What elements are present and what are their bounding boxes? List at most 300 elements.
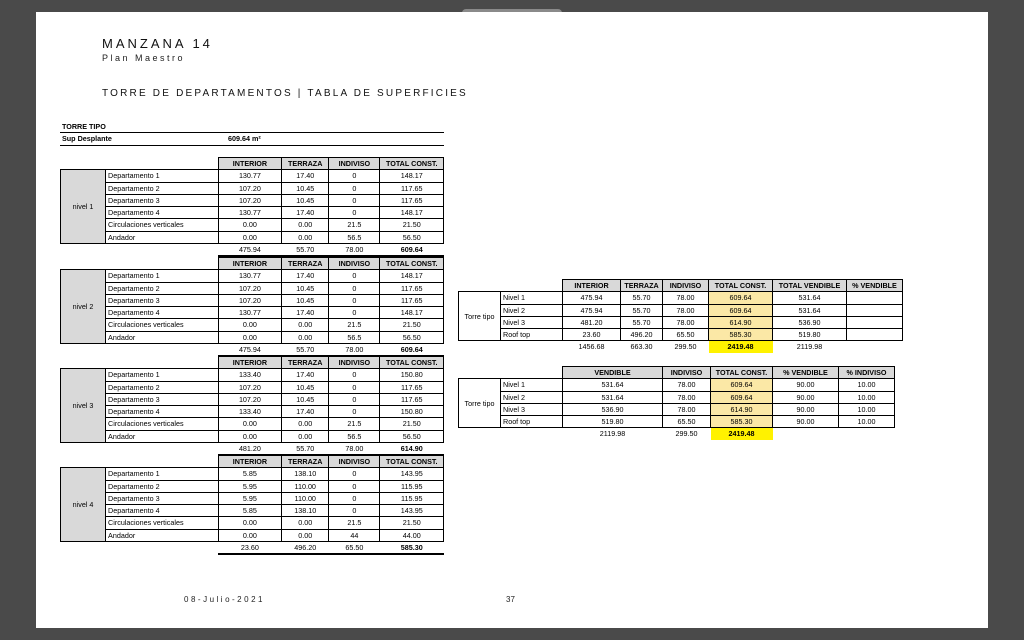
table-row <box>61 492 444 504</box>
column-header: TOTAL CONST. <box>380 357 444 369</box>
row-label: Departamento 4 <box>106 207 219 219</box>
table-cell: 531.64 <box>773 304 847 316</box>
table-row <box>459 379 895 391</box>
row-label: Andador <box>106 231 219 243</box>
spacer-cell <box>106 344 219 357</box>
document-title: MANZANA 14 <box>102 36 213 51</box>
table-cell: 17.40 <box>282 207 329 219</box>
table-row <box>459 416 895 428</box>
row-label: Departamento 3 <box>106 492 219 504</box>
row-label: Departamento 3 <box>106 194 219 206</box>
spacer-cell <box>106 443 219 456</box>
table-cell: 0.00 <box>282 319 329 331</box>
table-cell: 10.45 <box>282 393 329 405</box>
table-row <box>61 430 444 442</box>
summary2-table <box>458 366 895 440</box>
spacer-cell <box>106 158 219 170</box>
table-cell: 78.00 <box>663 304 709 316</box>
level-name: nivel 2 <box>61 270 106 344</box>
row-label: Andador <box>106 430 219 442</box>
spacer-cell <box>501 428 563 440</box>
level-table-1 <box>60 157 444 257</box>
table-cell: 0.00 <box>218 231 281 243</box>
row-label: Nivel 2 <box>501 391 563 403</box>
level-header-row <box>61 456 444 468</box>
spacer-cell <box>61 258 106 270</box>
row-label: Departamento 2 <box>106 282 219 294</box>
table-cell: 107.20 <box>218 182 281 194</box>
table-cell: 55.70 <box>621 292 663 304</box>
column-header: TOTAL VENDIBLE <box>773 280 847 292</box>
column-header: TOTAL CONST. <box>380 456 444 468</box>
table-cell: 148.17 <box>380 207 444 219</box>
table-cell: 90.00 <box>773 391 839 403</box>
table-cell: 0 <box>329 170 380 182</box>
table-cell: 56.50 <box>380 430 444 442</box>
summary-header-row <box>459 280 903 292</box>
level-header-row <box>61 357 444 369</box>
spacer-cell <box>501 341 563 353</box>
table-cell: 56.50 <box>380 231 444 243</box>
table-row <box>459 292 903 304</box>
column-header: TERRAZA <box>282 357 329 369</box>
table-cell: 10.45 <box>282 381 329 393</box>
column-header: INDIVISO <box>329 158 380 170</box>
footer-page-number: 37 <box>506 595 515 604</box>
summary1-table <box>458 279 903 353</box>
totals-row <box>61 443 444 456</box>
table-row <box>61 331 444 343</box>
summary-header-row <box>459 367 895 379</box>
spacer-cell <box>459 341 501 353</box>
spacer-cell <box>106 357 219 369</box>
table-cell: 21.50 <box>380 418 444 430</box>
table-cell: 130.77 <box>218 207 281 219</box>
table-cell: 150.80 <box>380 406 444 418</box>
table-cell <box>847 316 903 328</box>
table-cell: 110.00 <box>282 480 329 492</box>
footer-date: 08-Julio-2021 <box>184 595 265 604</box>
table-cell: 0 <box>329 207 380 219</box>
table-row <box>459 403 895 415</box>
column-header: % VENDIBLE <box>773 367 839 379</box>
row-label: Nivel 2 <box>501 304 563 316</box>
table-cell: 614.90 <box>711 403 773 415</box>
row-label: Departamento 4 <box>106 505 219 517</box>
table-cell: 5.85 <box>218 468 281 480</box>
table-cell: 133.40 <box>218 406 281 418</box>
totals-row <box>459 428 895 440</box>
level-name: nivel 3 <box>61 369 106 443</box>
spacer-cell <box>459 280 501 292</box>
total-cell: 2119.98 <box>796 342 823 352</box>
table-cell: 531.64 <box>563 391 663 403</box>
total-cell: 78.00 <box>329 344 380 357</box>
desplante-value: 609.64 m² <box>226 133 444 145</box>
table-cell: 138.10 <box>282 505 329 517</box>
row-label: Departamento 3 <box>106 393 219 405</box>
row-label: Departamento 1 <box>106 170 219 182</box>
spacer-cell <box>61 158 106 170</box>
table-cell: 536.90 <box>773 316 847 328</box>
table-cell: 609.64 <box>711 391 773 403</box>
table-cell: 17.40 <box>282 270 329 282</box>
column-header: % INDIVISO <box>839 367 895 379</box>
table-cell: 5.95 <box>218 480 281 492</box>
spacer-cell <box>106 542 219 555</box>
table-row <box>459 304 903 316</box>
column-header: INDIVISO <box>329 456 380 468</box>
table-row <box>61 231 444 243</box>
spacer-cell <box>61 357 106 369</box>
table-cell: 0 <box>329 393 380 405</box>
table-cell: 0.00 <box>282 529 329 541</box>
total-cell: 55.70 <box>282 244 329 257</box>
table-cell: 55.70 <box>621 316 663 328</box>
table-cell: 115.95 <box>380 480 444 492</box>
row-label: Departamento 1 <box>106 270 219 282</box>
total-cell: 614.90 <box>380 443 444 456</box>
table-cell: 107.20 <box>218 381 281 393</box>
section-title: TORRE DE DEPARTAMENTOS | TABLA DE SUPERFICIES <box>102 88 468 99</box>
table-cell: 536.90 <box>563 403 663 415</box>
row-label: Roof top <box>501 416 563 428</box>
table-cell: 117.65 <box>380 381 444 393</box>
spacer-cell <box>61 542 106 555</box>
table-row <box>61 517 444 529</box>
column-header: INDIVISO <box>329 258 380 270</box>
totals-row <box>61 244 444 257</box>
table-cell: 0.00 <box>218 430 281 442</box>
table-row <box>61 468 444 480</box>
row-label: Nivel 1 <box>501 379 563 391</box>
column-header: TOTAL CONST. <box>380 158 444 170</box>
column-header: INTERIOR <box>218 258 281 270</box>
column-header: % VENDIBLE <box>847 280 903 292</box>
table-cell: 17.40 <box>282 307 329 319</box>
spacer-cell <box>106 456 219 468</box>
table-cell <box>847 292 903 304</box>
table-cell: 17.40 <box>282 170 329 182</box>
group-label: Torre tipo <box>459 292 501 341</box>
spacer-cell <box>459 428 501 440</box>
group-label: Torre tipo <box>459 379 501 428</box>
table-cell: 115.95 <box>380 492 444 504</box>
total-cell: 65.50 <box>329 542 380 555</box>
table-cell: 0 <box>329 468 380 480</box>
column-header: TERRAZA <box>282 258 329 270</box>
table-cell: 148.17 <box>380 170 444 182</box>
table-cell: 614.90 <box>709 316 773 328</box>
level-table-2 <box>60 257 444 357</box>
total-cell: 78.00 <box>329 443 380 456</box>
table-cell: 21.5 <box>329 219 380 231</box>
level-table-3 <box>60 356 444 456</box>
row-label: Andador <box>106 331 219 343</box>
table-cell: 609.64 <box>711 379 773 391</box>
table-cell: 143.95 <box>380 505 444 517</box>
column-header: INTERIOR <box>218 456 281 468</box>
table-cell: 117.65 <box>380 294 444 306</box>
table-cell: 117.65 <box>380 182 444 194</box>
table-cell: 23.60 <box>563 329 621 341</box>
table-cell: 78.00 <box>663 379 711 391</box>
row-label: Andador <box>106 529 219 541</box>
table-row <box>61 194 444 206</box>
table-row <box>61 294 444 306</box>
table-cell: 56.5 <box>329 430 380 442</box>
total-cell: 481.20 <box>218 443 281 456</box>
table-cell: 90.00 <box>773 379 839 391</box>
row-label: Departamento 4 <box>106 406 219 418</box>
tower-info-table <box>60 121 444 146</box>
table-cell: 0 <box>329 307 380 319</box>
tower-label: TORRE TIPO <box>60 121 444 133</box>
totals-row <box>459 341 903 353</box>
table-cell: 0.00 <box>218 331 281 343</box>
document-page <box>36 12 988 628</box>
table-cell: 5.85 <box>218 505 281 517</box>
table-cell: 133.40 <box>218 369 281 381</box>
table-cell: 78.00 <box>663 292 709 304</box>
totals-row <box>61 344 444 357</box>
table-cell: 496.20 <box>621 329 663 341</box>
table-cell: 0 <box>329 294 380 306</box>
level-name: nivel 4 <box>61 468 106 542</box>
table-cell: 0 <box>329 194 380 206</box>
spacer-cell <box>501 367 563 379</box>
table-cell: 44.00 <box>380 529 444 541</box>
table-cell: 110.00 <box>282 492 329 504</box>
total-cell: 78.00 <box>329 244 380 257</box>
total-cell: 55.70 <box>282 344 329 357</box>
table-cell: 519.80 <box>563 416 663 428</box>
table-cell <box>847 304 903 316</box>
column-header: INDIVISO <box>663 280 709 292</box>
table-cell: 107.20 <box>218 294 281 306</box>
spacer-cell <box>459 367 501 379</box>
table-cell: 117.65 <box>380 282 444 294</box>
table-cell: 107.20 <box>218 282 281 294</box>
column-header: TERRAZA <box>282 158 329 170</box>
table-cell: 0 <box>329 480 380 492</box>
table-cell: 475.94 <box>563 292 621 304</box>
column-header: INTERIOR <box>563 280 621 292</box>
total-cell: 2419.48 <box>709 341 773 353</box>
total-cell: 496.20 <box>282 542 329 555</box>
table-cell: 21.5 <box>329 517 380 529</box>
table-cell: 138.10 <box>282 468 329 480</box>
table-row <box>61 182 444 194</box>
table-row <box>61 480 444 492</box>
table-cell: 481.20 <box>563 316 621 328</box>
row-label: Departamento 1 <box>106 468 219 480</box>
table-row <box>459 329 903 341</box>
total-cell: 475.94 <box>218 344 281 357</box>
table-cell: 78.00 <box>663 403 711 415</box>
level-table-4 <box>60 455 444 555</box>
table-cell: 10.45 <box>282 294 329 306</box>
table-cell: 609.64 <box>709 304 773 316</box>
table-row <box>61 418 444 430</box>
desplante-label: Sup Desplante <box>60 133 226 145</box>
table-cell: 130.77 <box>218 270 281 282</box>
table-row <box>61 393 444 405</box>
total-cell: 475.94 <box>218 244 281 257</box>
table-cell: 117.65 <box>380 194 444 206</box>
total-cell: 663.30 <box>630 342 653 352</box>
table-cell: 65.50 <box>663 329 709 341</box>
table-cell: 150.80 <box>380 369 444 381</box>
column-header: INDIVISO <box>663 367 711 379</box>
table-cell: 0.00 <box>282 517 329 529</box>
table-cell: 107.20 <box>218 194 281 206</box>
row-label: Nivel 3 <box>501 403 563 415</box>
spacer-cell <box>106 244 219 257</box>
column-header: VENDIBLE <box>563 367 663 379</box>
table-cell: 0.00 <box>218 319 281 331</box>
table-cell: 148.17 <box>380 307 444 319</box>
total-cell: 55.70 <box>282 443 329 456</box>
table-row <box>61 406 444 418</box>
table-cell: 10.00 <box>839 379 895 391</box>
table-row <box>61 319 444 331</box>
table-row <box>61 207 444 219</box>
row-label: Roof top <box>501 329 563 341</box>
table-cell: 0.00 <box>282 231 329 243</box>
total-cell: 2419.48 <box>711 428 773 440</box>
table-cell: 0 <box>329 492 380 504</box>
table-cell: 130.77 <box>218 307 281 319</box>
table-cell: 21.50 <box>380 219 444 231</box>
column-header: INTERIOR <box>218 357 281 369</box>
table-cell: 17.40 <box>282 406 329 418</box>
column-header: TERRAZA <box>282 456 329 468</box>
table-row <box>61 381 444 393</box>
table-cell: 0.00 <box>218 219 281 231</box>
table-cell: 78.00 <box>663 316 709 328</box>
table-cell: 531.64 <box>563 379 663 391</box>
spacer-cell <box>501 280 563 292</box>
table-cell: 90.00 <box>773 403 839 415</box>
total-cell: 1456.68 <box>578 342 605 352</box>
table-cell: 5.95 <box>218 492 281 504</box>
table-cell: 0 <box>329 282 380 294</box>
table-cell: 10.45 <box>282 194 329 206</box>
total-cell <box>773 428 839 440</box>
table-row <box>61 369 444 381</box>
table-cell: 55.70 <box>621 304 663 316</box>
total-cell <box>847 341 903 353</box>
table-cell: 10.45 <box>282 182 329 194</box>
table-cell: 0.00 <box>282 430 329 442</box>
table-cell: 0.00 <box>282 331 329 343</box>
row-label: Nivel 3 <box>501 316 563 328</box>
table-row <box>61 219 444 231</box>
table-cell: 10.00 <box>839 403 895 415</box>
table-cell: 10.00 <box>839 416 895 428</box>
total-cell: 2119.98 <box>599 429 626 439</box>
table-row <box>61 529 444 541</box>
table-cell: 143.95 <box>380 468 444 480</box>
column-header: INTERIOR <box>218 158 281 170</box>
table-cell: 0 <box>329 505 380 517</box>
table-row <box>61 307 444 319</box>
table-row <box>61 282 444 294</box>
spacer-cell <box>106 258 219 270</box>
total-cell: 609.64 <box>380 344 444 357</box>
table-cell: 56.5 <box>329 231 380 243</box>
table-row <box>459 316 903 328</box>
table-cell: 0 <box>329 406 380 418</box>
table-cell: 519.80 <box>773 329 847 341</box>
table-cell: 90.00 <box>773 416 839 428</box>
row-label: Circulaciones verticales <box>106 319 219 331</box>
table-cell: 10.45 <box>282 282 329 294</box>
table-cell: 65.50 <box>663 416 711 428</box>
table-cell: 107.20 <box>218 393 281 405</box>
row-label: Circulaciones verticales <box>106 517 219 529</box>
row-label: Departamento 1 <box>106 369 219 381</box>
column-header: TOTAL CONST. <box>711 367 773 379</box>
column-header: INDIVISO <box>329 357 380 369</box>
spacer-cell <box>61 443 106 456</box>
table-cell <box>847 329 903 341</box>
table-cell: 44 <box>329 529 380 541</box>
table-cell: 0 <box>329 369 380 381</box>
table-cell: 0.00 <box>218 529 281 541</box>
table-cell: 21.5 <box>329 319 380 331</box>
table-cell: 0.00 <box>218 517 281 529</box>
total-cell: 299.50 <box>675 429 698 439</box>
level-name: nivel 1 <box>61 170 106 244</box>
table-cell: 475.94 <box>563 304 621 316</box>
total-cell: 609.64 <box>380 244 444 257</box>
total-cell <box>839 428 895 440</box>
table-cell: 0 <box>329 381 380 393</box>
table-cell: 0.00 <box>218 418 281 430</box>
level-header-row <box>61 158 444 170</box>
column-header: TERRAZA <box>621 280 663 292</box>
total-cell: 585.30 <box>380 542 444 555</box>
table-cell: 585.30 <box>711 416 773 428</box>
table-cell: 21.5 <box>329 418 380 430</box>
table-cell: 56.50 <box>380 331 444 343</box>
total-cell: 23.60 <box>218 542 281 555</box>
row-label: Circulaciones verticales <box>106 219 219 231</box>
column-header: TOTAL CONST. <box>709 280 773 292</box>
table-cell: 78.00 <box>663 391 711 403</box>
totals-row <box>61 542 444 555</box>
table-row <box>61 270 444 282</box>
table-cell: 10.00 <box>839 391 895 403</box>
table-row <box>459 391 895 403</box>
table-cell: 0.00 <box>282 219 329 231</box>
table-cell: 130.77 <box>218 170 281 182</box>
table-cell: 21.50 <box>380 319 444 331</box>
total-cell: 299.50 <box>674 342 697 352</box>
document-subtitle: Plan Maestro <box>102 53 186 63</box>
row-label: Nivel 1 <box>501 292 563 304</box>
table-cell: 56.5 <box>329 331 380 343</box>
spacer-cell <box>61 244 106 257</box>
table-row <box>61 505 444 517</box>
table-cell: 148.17 <box>380 270 444 282</box>
table-cell: 0 <box>329 182 380 194</box>
table-cell: 609.64 <box>709 292 773 304</box>
spacer-cell <box>61 456 106 468</box>
column-header: TOTAL CONST. <box>380 258 444 270</box>
